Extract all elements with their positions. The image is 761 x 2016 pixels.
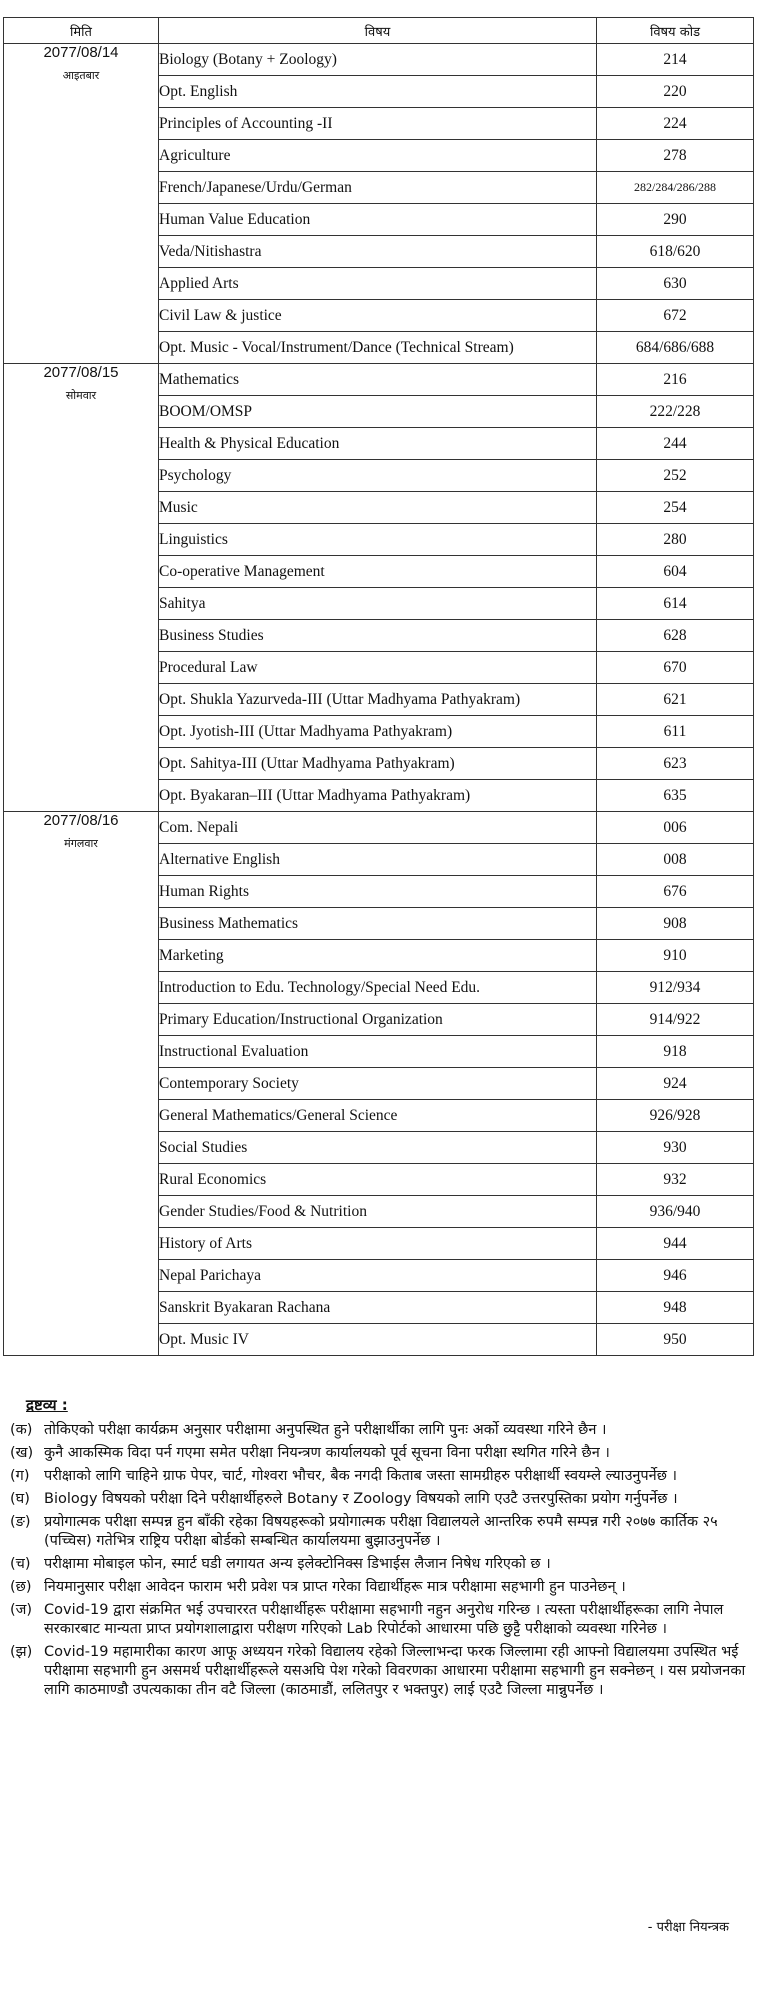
header-code: विषय कोड bbox=[597, 18, 754, 44]
subject-code-cell: 912/934 bbox=[597, 972, 754, 1004]
signature: - परीक्षा नियन्त्रक bbox=[647, 1920, 729, 1935]
subject-code-cell: 604 bbox=[597, 556, 754, 588]
subject-cell: Rural Economics bbox=[159, 1164, 597, 1196]
table-header-row bbox=[4, 18, 754, 44]
subject-code-cell: 280 bbox=[597, 524, 754, 556]
notes-list bbox=[10, 1421, 748, 1700]
note-text: परीक्षामा मोबाइल फोन, स्मार्ट घडी लगायत अन्य इलेक्टोनिक्स डिभाईस लैजान निषेध गरिएको छ । bbox=[44, 1556, 551, 1572]
subject-cell: Health & Physical Education bbox=[159, 428, 597, 460]
subject-code-cell: 926/928 bbox=[597, 1100, 754, 1132]
note-text: कुनै आकस्मिक विदा पर्न गएमा समेत परीक्षा नियन्त्रण कार्यालयको पूर्व सूचना विना परीक्षा स्थगित गरिने छैन । bbox=[44, 1445, 610, 1461]
subject-code-cell: 936/940 bbox=[597, 1196, 754, 1228]
subject-cell: Business Mathematics bbox=[159, 908, 597, 940]
subject-code-cell: 244 bbox=[597, 428, 754, 460]
note-item bbox=[10, 1421, 748, 1440]
subject-code-cell: 290 bbox=[597, 204, 754, 236]
exam-date: 2077/08/16 bbox=[43, 812, 119, 829]
note-item bbox=[10, 1601, 748, 1639]
notes-title: द्रष्टव्य : bbox=[26, 1396, 68, 1414]
subject-code-cell: 224 bbox=[597, 108, 754, 140]
subject-code-cell: 908 bbox=[597, 908, 754, 940]
note-text: Covid-19 महामारीका कारण आफू अध्ययन गरेको विद्यालय रहेको जिल्लाभन्दा फरक जिल्लामा रही आफ्नो विद्यालयमा उपस्थित भई परीक्षामा सहभागी हुन असमर्थ परीक्षार्थीहरूले यसअघि पेश गरेको विवरणका आधारमा परीक्षामा सहभागी हुन सक्नेछन् । यस प्रयोजनका लागि काठमाण्डौ उपत्यकाका तीन वटै जिल्ला (काठमाडौं, ललितपुर र भक्तपुर) लाई एउटै जिल्ला मान्नुपर्नेछ । bbox=[44, 1644, 746, 1698]
subject-cell: Mathematics bbox=[159, 364, 597, 396]
subject-cell: History of Arts bbox=[159, 1228, 597, 1260]
note-text: Biology विषयको परीक्षा दिने परीक्षार्थीहरुले Botany र Zoology विषयको लागि एउटै उत्तरपुस्तिका प्रयोग गर्नुपर्नेछ । bbox=[44, 1491, 678, 1507]
note-text: प्रयोगात्मक परीक्षा सम्पन्न हुन बाँकी रहेका विषयहरूको प्रयोगात्मक परीक्षा विद्यालयले आन्तरिक रुपमै सम्पन्न गरी २०७७ कार्तिक २५ (पच्चिस) गतेभित्र राष्ट्रिय परीक्षा बोर्डको सम्बन्धित कार्यालयमा बुझाउनुपर्नेछ । bbox=[44, 1514, 718, 1549]
note-text: Covid-19 द्वारा संक्रमित भई उपचाररत परीक्षार्थीहरू परीक्षामा सहभागी नहुन अनुरोध गरिन्छ । त्यस्ता परीक्षार्थीहरूका लागि नेपाल सरकारबाट मान्यता प्राप्त प्रयोगशालाद्वारा परीक्षण गरिएको Lab रिपोर्टको आधारमा पछि छुट्टै परीक्षाको व्यवस्था गरिनेछ । bbox=[44, 1602, 724, 1637]
note-text: तोकिएको परीक्षा कार्यक्रम अनुसार परीक्षामा अनुपस्थित हुने परीक्षार्थीका लागि पुनः अर्को व्यवस्था गरिने छैन । bbox=[44, 1422, 607, 1438]
subject-code-cell: 918 bbox=[597, 1036, 754, 1068]
subject-cell: General Mathematics/General Science bbox=[159, 1100, 597, 1132]
header-subject: विषय bbox=[159, 18, 597, 44]
table-row bbox=[4, 44, 754, 76]
subject-cell: Business Studies bbox=[159, 620, 597, 652]
table-row bbox=[4, 812, 754, 844]
subject-code-cell: 614 bbox=[597, 588, 754, 620]
subject-code-cell: 924 bbox=[597, 1068, 754, 1100]
note-item bbox=[10, 1490, 748, 1509]
subject-cell: Linguistics bbox=[159, 524, 597, 556]
subject-code-cell: 676 bbox=[597, 876, 754, 908]
subject-cell: Music bbox=[159, 492, 597, 524]
subject-cell: Social Studies bbox=[159, 1132, 597, 1164]
note-marker: (झ) bbox=[10, 1644, 33, 1660]
subject-cell: Procedural Law bbox=[159, 652, 597, 684]
subject-code-cell: 008 bbox=[597, 844, 754, 876]
notes-section bbox=[10, 1395, 748, 1704]
subject-cell: French/Japanese/Urdu/German bbox=[159, 172, 597, 204]
subject-code-cell: 950 bbox=[597, 1324, 754, 1356]
subject-cell: Com. Nepali bbox=[159, 812, 597, 844]
exam-schedule-table bbox=[3, 17, 754, 1356]
subject-code-cell: 932 bbox=[597, 1164, 754, 1196]
subject-cell: BOOM/OMSP bbox=[159, 396, 597, 428]
subject-code-cell: 948 bbox=[597, 1292, 754, 1324]
subject-cell: Opt. English bbox=[159, 76, 597, 108]
subject-code-cell: 282/284/286/288 bbox=[597, 172, 754, 204]
note-text: नियमानुसार परीक्षा आवेदन फाराम भरी प्रवेश पत्र प्राप्त गरेका विद्यार्थीहरू मात्र परीक्षामा सहभागी हुन पाउनेछन् । bbox=[44, 1579, 626, 1595]
note-marker: (घ) bbox=[10, 1491, 30, 1507]
subject-code-cell: 630 bbox=[597, 268, 754, 300]
subject-cell: Human Value Education bbox=[159, 204, 597, 236]
subject-cell: Applied Arts bbox=[159, 268, 597, 300]
note-item bbox=[10, 1643, 748, 1700]
note-item bbox=[10, 1513, 748, 1551]
subject-code-cell: 944 bbox=[597, 1228, 754, 1260]
subject-cell: Biology (Botany + Zoology) bbox=[159, 44, 597, 76]
subject-code-cell: 623 bbox=[597, 748, 754, 780]
subject-cell: Instructional Evaluation bbox=[159, 1036, 597, 1068]
subject-cell: Human Rights bbox=[159, 876, 597, 908]
subject-cell: Agriculture bbox=[159, 140, 597, 172]
subject-cell: Opt. Sahitya-III (Uttar Madhyama Pathyakram) bbox=[159, 748, 597, 780]
subject-cell: Opt. Music IV bbox=[159, 1324, 597, 1356]
header-date: मिति bbox=[4, 18, 159, 44]
note-text: परीक्षाको लागि चाहिने ग्राफ पेपर, चार्ट, गोश्वरा भौचर, बैक नगदी किताब जस्ता सामग्रीहरु परीक्षार्थी स्वयम्ले ल्याउनुपर्नेछ । bbox=[44, 1468, 677, 1484]
exam-weekday: आइतबार bbox=[62, 69, 100, 82]
subject-code-cell: 914/922 bbox=[597, 1004, 754, 1036]
subject-cell: Alternative English bbox=[159, 844, 597, 876]
exam-weekday: मंगलवार bbox=[64, 837, 98, 850]
date-cell bbox=[4, 364, 159, 812]
subject-cell: Opt. Music - Vocal/Instrument/Dance (Technical Stream) bbox=[159, 332, 597, 364]
subject-code-cell: 621 bbox=[597, 684, 754, 716]
note-marker: (ग) bbox=[10, 1468, 30, 1484]
note-item bbox=[10, 1467, 748, 1486]
subject-code-cell: 216 bbox=[597, 364, 754, 396]
date-cell bbox=[4, 812, 159, 1356]
note-marker: (ज) bbox=[10, 1602, 33, 1618]
subject-code-cell: 220 bbox=[597, 76, 754, 108]
subject-cell: Contemporary Society bbox=[159, 1068, 597, 1100]
subject-code-cell: 278 bbox=[597, 140, 754, 172]
exam-weekday: सोमवार bbox=[65, 389, 97, 402]
subject-code-cell: 214 bbox=[597, 44, 754, 76]
note-marker: (छ) bbox=[10, 1579, 32, 1595]
date-cell bbox=[4, 44, 159, 364]
note-marker: (ङ) bbox=[10, 1514, 31, 1530]
note-marker: (क) bbox=[10, 1422, 33, 1438]
subject-code-cell: 670 bbox=[597, 652, 754, 684]
subject-cell: Introduction to Edu. Technology/Special Need Edu. bbox=[159, 972, 597, 1004]
subject-cell: Opt. Shukla Yazurveda-III (Uttar Madhyama Pathyakram) bbox=[159, 684, 597, 716]
note-item bbox=[10, 1444, 748, 1463]
subject-code-cell: 252 bbox=[597, 460, 754, 492]
note-marker: (च) bbox=[10, 1556, 31, 1572]
note-item bbox=[10, 1555, 748, 1574]
exam-date: 2077/08/14 bbox=[43, 44, 119, 61]
subject-code-cell: 222/228 bbox=[597, 396, 754, 428]
subject-cell: Opt. Byakaran–III (Uttar Madhyama Pathyakram) bbox=[159, 780, 597, 812]
note-marker: (ख) bbox=[10, 1445, 34, 1461]
subject-cell: Principles of Accounting -II bbox=[159, 108, 597, 140]
subject-code-cell: 930 bbox=[597, 1132, 754, 1164]
subject-cell: Sahitya bbox=[159, 588, 597, 620]
table-body bbox=[4, 44, 754, 1356]
subject-cell: Marketing bbox=[159, 940, 597, 972]
exam-date: 2077/08/15 bbox=[43, 364, 119, 381]
subject-code-cell: 611 bbox=[597, 716, 754, 748]
subject-cell: Co-operative Management bbox=[159, 556, 597, 588]
table-row bbox=[4, 364, 754, 396]
subject-cell: Veda/Nitishastra bbox=[159, 236, 597, 268]
subject-code-cell: 628 bbox=[597, 620, 754, 652]
subject-cell: Psychology bbox=[159, 460, 597, 492]
subject-code-cell: 672 bbox=[597, 300, 754, 332]
subject-cell: Opt. Jyotish-III (Uttar Madhyama Pathyakram) bbox=[159, 716, 597, 748]
subject-cell: Sanskrit Byakaran Rachana bbox=[159, 1292, 597, 1324]
subject-code-cell: 684/686/688 bbox=[597, 332, 754, 364]
subject-code-cell: 006 bbox=[597, 812, 754, 844]
subject-code-cell: 946 bbox=[597, 1260, 754, 1292]
subject-cell: Nepal Parichaya bbox=[159, 1260, 597, 1292]
note-item bbox=[10, 1578, 748, 1597]
subject-cell: Primary Education/Instructional Organization bbox=[159, 1004, 597, 1036]
subject-code-cell: 910 bbox=[597, 940, 754, 972]
subject-code-cell: 618/620 bbox=[597, 236, 754, 268]
subject-cell: Civil Law & justice bbox=[159, 300, 597, 332]
subject-code-cell: 254 bbox=[597, 492, 754, 524]
subject-cell: Gender Studies/Food & Nutrition bbox=[159, 1196, 597, 1228]
subject-code-cell: 635 bbox=[597, 780, 754, 812]
